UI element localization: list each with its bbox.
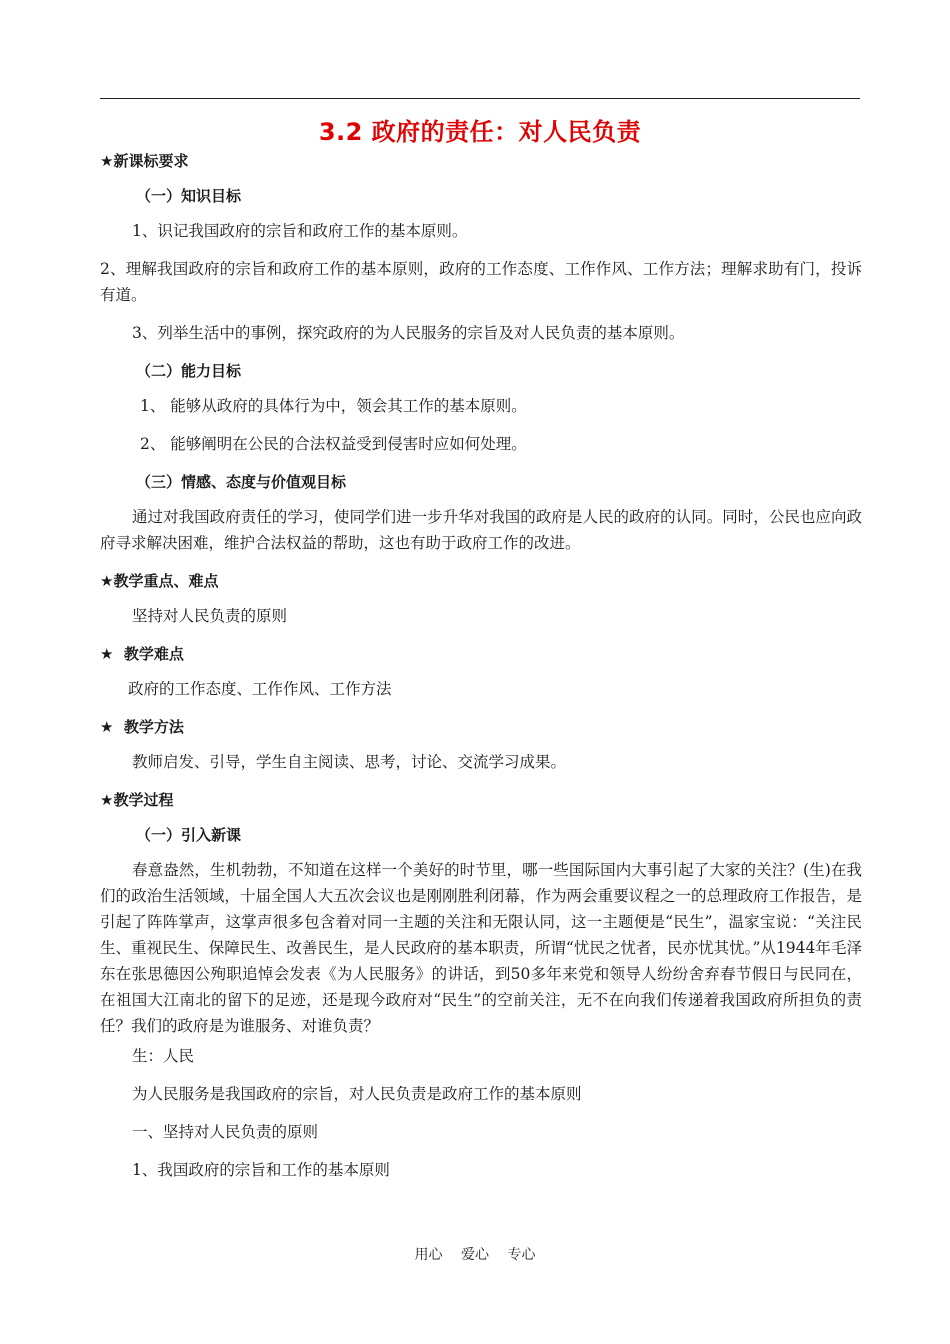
paragraph: 一、坚持对人民负责的原则 [132, 1123, 319, 1141]
paragraph: 教师启发、引导，学生自主阅读、思考，讨论、交流学习成果。 [132, 753, 567, 771]
paragraph: 1、我国政府的宗旨和工作的基本原则 [132, 1161, 390, 1179]
section-heading: ★ 教学方法 [100, 718, 184, 736]
section-heading: ★新课标要求 [100, 152, 189, 170]
page-title: 3.2 政府的责任：对人民负责 [318, 118, 642, 146]
section-heading: ★教学过程 [100, 791, 174, 809]
document-body [100, 150, 862, 1183]
paragraph: 1、识记我国政府的宗旨和政府工作的基本原则。 [132, 222, 468, 240]
paragraph: 2、 能够阐明在公民的合法权益受到侵害时应如何处理。 [140, 435, 527, 453]
subsection-heading: （一）引入新课 [136, 826, 242, 844]
paragraph: 3、列举生活中的事例，探究政府的为人民服务的宗旨及对人民负责的基本原则。 [132, 324, 685, 342]
page-footer: 用心 爱心 专心 [414, 1247, 536, 1263]
paragraph: 1、 能够从政府的具体行为中，领会其工作的基本原则。 [140, 397, 527, 415]
section-heading: ★教学重点、难点 [100, 572, 219, 590]
paragraph: 政府的工作态度、工作作风、工作方法 [128, 680, 392, 698]
paragraph: 2、理解我国政府的宗旨和政府工作的基本原则，政府的工作态度、工作作风、工作方法；理解求助有门，投诉有道。 [100, 260, 862, 304]
paragraph: 坚持对人民负责的原则 [132, 607, 288, 625]
section-heading: ★ 教学难点 [100, 645, 184, 663]
subsection-heading: （一）知识目标 [136, 187, 242, 205]
header-rule [100, 98, 860, 99]
paragraph: 春意盎然，生机勃勃，不知道在这样一个美好的时节里，哪一些国际国内大事引起了大家的关注？(生)在我们的政治生活领域，十届全国人大五次会议也是刚刚胜利闭幕，作为两会重要议程之一的总理政府工作报告，是引起了阵阵掌声，这掌声很多包含着对同一主题的关注和无限认同，这一主题便是“民生”，温家宝说：“关注民生、重视民生、保障民生、改善民生，是人民政府的基本职责，所谓“忧民之忧者，民亦忧其忧。”从1944年毛泽东在张思德因公殉职追悼会发表《为人民服务》的讲话，到50多年来党和领导人纷纷舍弃春节假日与民同在，在祖国大江南北的留下的足迹，还是现今政府对“民生”的空前关注，无不在向我们传递着我国政府所担负的责任？我们的政府是为谁服务、对谁负责？ [100, 861, 862, 1035]
paragraph: 生：人民 [132, 1047, 195, 1065]
subsection-heading: （二）能力目标 [136, 362, 242, 380]
paragraph: 通过对我国政府责任的学习，使同学们进一步升华对我国的政府是人民的政府的认同。同时，公民也应向政府寻求解决困难，维护合法权益的帮助，这也有助于政府工作的改进。 [100, 508, 862, 552]
paragraph: 为人民服务是我国政府的宗旨，对人民负责是政府工作的基本原则 [132, 1085, 582, 1103]
subsection-heading: （三）情感、态度与价值观目标 [136, 473, 347, 491]
